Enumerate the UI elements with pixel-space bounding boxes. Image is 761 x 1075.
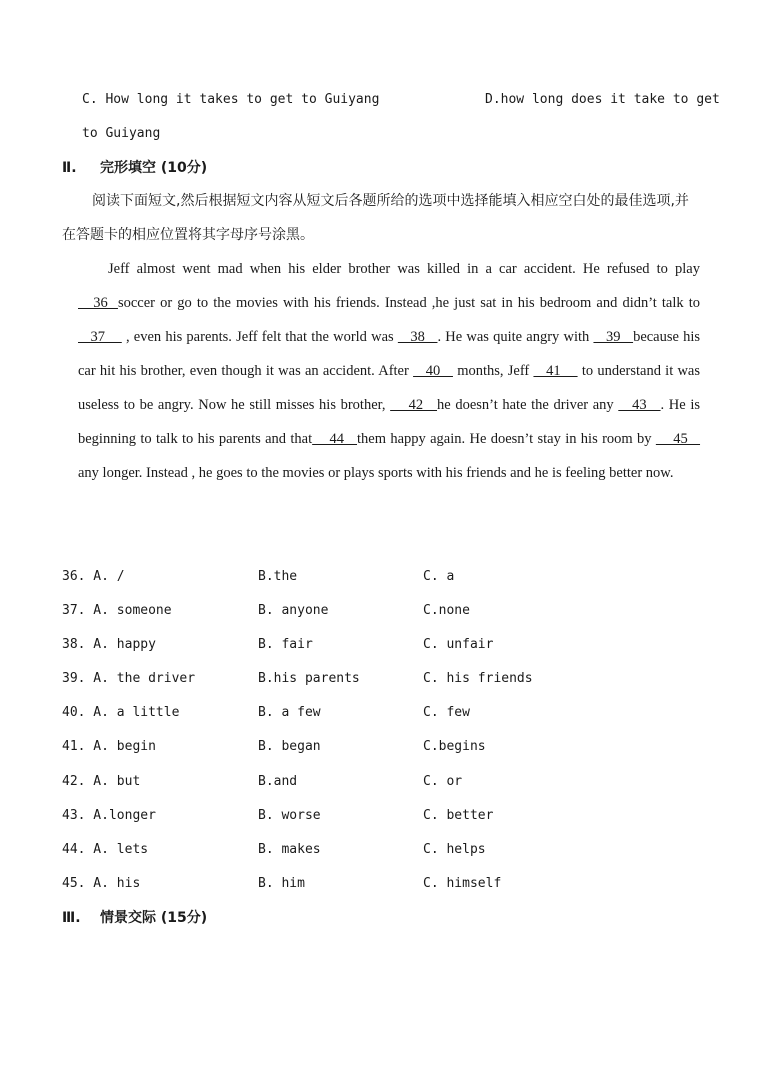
passage-text: months, Jeff: [457, 363, 530, 379]
option-b: B. anyone: [258, 603, 329, 619]
option-b: B.and: [258, 773, 298, 789]
option-a: 41. A. begin: [62, 739, 156, 755]
option-c: C. himself: [423, 875, 502, 891]
option-b: B. makes: [258, 841, 321, 857]
option-b: B.the: [258, 569, 298, 584]
blank-37: 37: [78, 329, 122, 345]
option-c: C. or: [423, 773, 463, 789]
section-2-title: 完形填空 (10分): [100, 160, 208, 176]
option-b: B. a few: [258, 705, 321, 721]
blank-39: 39: [593, 329, 634, 345]
option-b: B. him: [258, 875, 305, 891]
option-b: B. worse: [258, 807, 321, 823]
passage-text: he doesn’t hate the driver any: [437, 397, 614, 413]
option-a: 43. A.longer: [62, 807, 156, 823]
option-a: 37. A. someone: [62, 603, 172, 619]
option-a: 42. A. but: [62, 773, 141, 789]
option-a: 45. A. his: [62, 875, 141, 891]
passage-text: , even his parents. Jeff felt that the world was: [125, 329, 394, 345]
passage-text: soccer or go to the movies with his friends. Instead ,he just sat in his bedroom and didn’t talk to: [117, 295, 701, 311]
passage-text: . He was quite angry with: [437, 329, 590, 345]
passage-text: to understand it was useless to be angry. Now he still misses his brother,: [78, 363, 701, 413]
previous-option-d: D.how long does it take to get: [485, 92, 720, 107]
option-c: C. few: [423, 705, 470, 721]
previous-option-c: C. How long it takes to get to Guiyang: [82, 92, 380, 107]
previous-option-c-continued: to Guiyang: [82, 126, 161, 141]
blank-45: 45: [655, 431, 701, 447]
option-c: C. better: [423, 807, 494, 823]
cloze-passage: [78, 252, 700, 490]
blank-40: 40: [413, 363, 453, 379]
section-3-title: 情景交际 (15分): [100, 910, 208, 926]
option-a: 39. A. the driver: [62, 671, 196, 687]
section-3-heading: [62, 908, 207, 928]
option-b: B. fair: [258, 637, 313, 653]
passage-text: . He is beginning to talk to his parents and that: [78, 397, 700, 447]
blank-44: 44: [312, 431, 358, 447]
passage-text: Jeff almost went mad when his elder brother was killed in a car accident. He refused to play: [108, 261, 700, 277]
option-c: C. helps: [423, 841, 486, 857]
option-c: C.begins: [423, 739, 486, 755]
passage-text: any longer. Instead , he goes to the movies or plays sports with his friends and he is feeling better now.: [78, 465, 674, 481]
option-a: 38. A. happy: [62, 637, 156, 653]
passage-text: because his car hit his brother, even though it was an accident. After: [78, 329, 701, 379]
option-a: 36. A. /: [62, 569, 125, 584]
blank-38: 38: [397, 329, 438, 345]
option-a: 40. A. a little: [62, 705, 180, 721]
section-2-number: Ⅱ.: [62, 160, 77, 176]
option-b: B. began: [258, 739, 321, 755]
section-3-number: Ⅲ.: [62, 910, 81, 926]
option-a: 44. A. lets: [62, 841, 149, 857]
blank-42: 42: [390, 397, 438, 413]
option-c: C. a: [423, 569, 455, 584]
option-b: B.his parents: [258, 671, 360, 687]
option-c: C. unfair: [423, 637, 494, 653]
section-2-instructions: 阅读下面短文,然后根据短文内容从短文后各题所给的选项中选择能填入相应空白处的最佳选项,并在答题卡的相应位置将其字母序号涂黑。: [62, 193, 689, 243]
option-c: C.none: [423, 603, 470, 619]
blank-36: 36: [78, 295, 118, 311]
section-2-heading: [62, 158, 207, 178]
blank-43: 43: [618, 397, 661, 413]
option-c: C. his friends: [423, 671, 533, 687]
blank-41: 41: [533, 363, 578, 379]
passage-text: them happy again. He doesn’t stay in his room by: [357, 431, 652, 447]
